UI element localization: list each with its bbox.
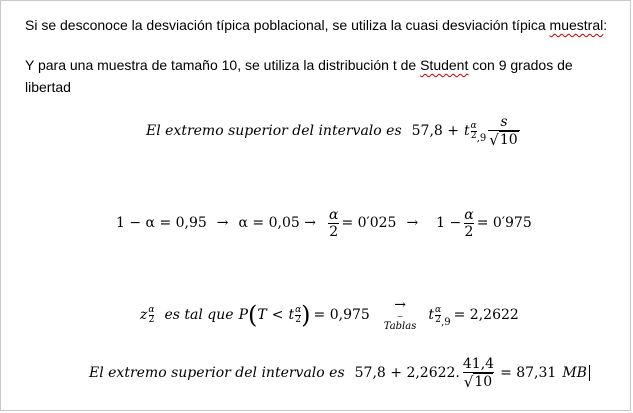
eq3-t2-subscript: α 2 — [435, 304, 442, 325]
eq3-close-paren: ) — [301, 301, 311, 329]
eq3-t: t — [288, 307, 295, 323]
paragraph2-line2: libertad — [25, 79, 71, 95]
paragraph-cuasi-desviacion — [25, 15, 607, 35]
eq2-alpha-eq: α = 0,05 → — [238, 215, 316, 231]
eq2-arrow1: → — [216, 215, 229, 231]
equation-alpha-values — [116, 203, 532, 243]
eq1-sqrt: √ 10 — [489, 130, 518, 149]
eq3-result: = 0,975 — [313, 307, 370, 323]
equation-upper-bound-formula — [146, 108, 522, 154]
eq3-t2: t — [428, 307, 434, 323]
spellcheck-word-student: Student — [420, 57, 469, 73]
equation-upper-bound-result — [89, 350, 590, 396]
eq1-mean: 57,8 + — [411, 123, 459, 139]
eq3-text: es tal que — [164, 307, 234, 323]
eq3-open-paren: ( — [247, 301, 258, 329]
eq3-value: = 2,2622 — [453, 307, 519, 323]
paragraph-student — [25, 55, 573, 75]
paragraph2-text-end: con 9 grados de — [468, 57, 573, 73]
right-arrow-icon: → — [394, 297, 406, 313]
eq1-label: El extremo superior del intervalo es — [146, 123, 402, 139]
eq3-t-subscript: α 2 — [295, 304, 302, 325]
eq2-result1: = 0′025 — [341, 215, 397, 231]
eq3-z: z — [140, 307, 148, 323]
eq2-alpha-half-fraction-2: $\frac{\alpha}{2}$ — [464, 206, 474, 240]
eq3-z-subscript: α 2 — [148, 304, 155, 325]
eq4-value: 57,8 + 2,2622. — [354, 365, 460, 381]
eq3-T: T — [257, 307, 267, 323]
eq2-one-minus-alpha: 1 − α = 0,95 — [116, 215, 207, 231]
eq1-t: t — [464, 123, 470, 139]
eq3-P: P — [238, 307, 248, 323]
eq3-df: ,9 — [441, 317, 451, 328]
eq2-arrow2: → — [406, 215, 419, 231]
eq4-fraction: 41,4 √ 10 — [462, 355, 495, 391]
eq3-lt: < — [271, 307, 284, 323]
spellcheck-word-muestral: muestral — [549, 17, 604, 33]
eq1-t-subscript: α 2 — [470, 120, 477, 141]
paragraph1-text: Si se desconoce la desviación típica poblacional, se utiliza la cuasi desviación típica — [25, 17, 550, 33]
eq2-one-minus: 1 − — [436, 215, 462, 231]
text-cursor — [589, 365, 590, 381]
equation-t-table-lookup — [140, 292, 519, 338]
eq4-unit: MB — [562, 365, 587, 381]
eq2-alpha-half-fraction: $\frac{\alpha}{2}$ — [328, 206, 339, 240]
eq4-label: El extremo superior del intervalo es — [89, 365, 345, 381]
eq4-sqrt: √ 10 — [463, 372, 493, 391]
eq3-tablas: Tablas — [383, 321, 417, 332]
paragraph2-text: Y para una muestra de tamaño 10, se utiliza la distribución t de — [25, 57, 421, 73]
eq1-df: ,9 — [476, 133, 487, 144]
paragraph1-colon: : — [603, 17, 608, 33]
eq1-fraction: s √ 10 — [489, 113, 518, 149]
eq2-result2: = 0′975 — [476, 215, 532, 231]
eq4-result: = 87,31 — [500, 365, 557, 381]
eq3-arrow-tablas: → ⌣ Tablas — [383, 297, 417, 332]
